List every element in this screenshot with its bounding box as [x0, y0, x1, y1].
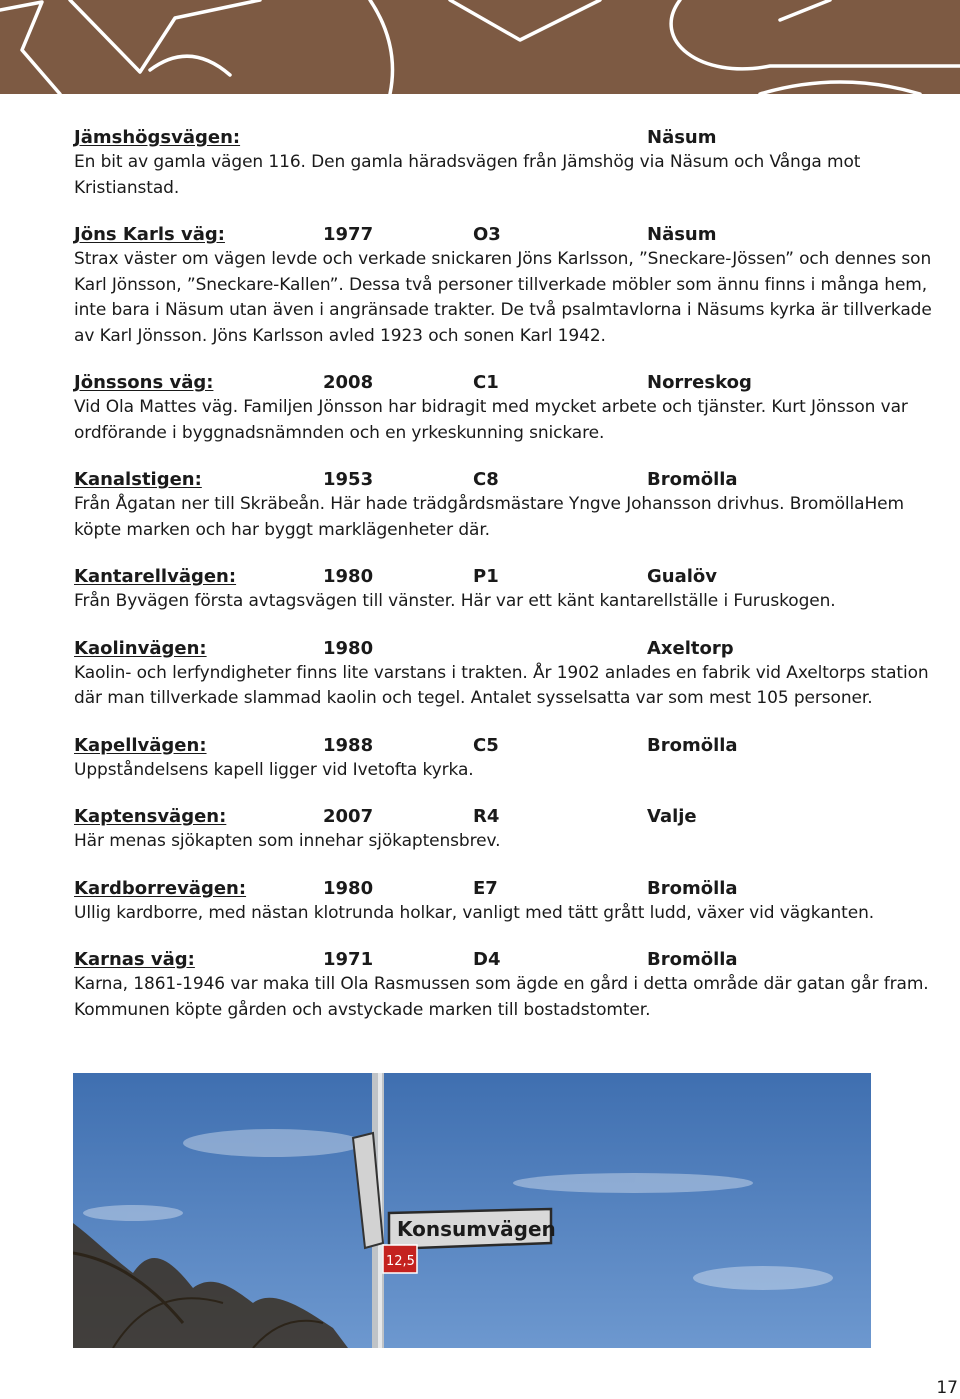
street-entry	[74, 733, 934, 784]
street-description: Från Ågatan ner till Skräbeån. Här hade trädgårdsmästare Yngve Johansson drivhus. BromöllaHem köpte marken och har byggt marklägenheter där.	[74, 494, 904, 540]
locality: Norreskog	[647, 372, 752, 393]
street-year: 1980	[323, 877, 374, 899]
map-grid: O3	[473, 224, 501, 245]
street-year: 1980	[323, 566, 374, 587]
street-description: Ullig kardborre, med nästan klotrunda holkar, vanligt med tätt grått ludd, växer vid vägkanten.	[74, 902, 875, 923]
street-description: Strax väster om vägen levde och verkade snickaren Jöns Karlsson, ”Sneckare-Jössen” och dennes son Karl Jönsson, ”Sneckare-Kallen”. Dessa två personer tillverkade möbler som ännu finns i många hem, inte bara i Näsum utan även i angränsade trakter. De två psalmtavlorna i Näsums kyrka är tillverkade av Karl Jönsson. Jöns Karlsson avled 1923 och sonen Karl 1942.	[74, 249, 932, 346]
main-street-sign	[389, 1209, 556, 1249]
street-entry	[74, 467, 934, 543]
entry-header	[74, 467, 934, 492]
street-name: Kaolinvägen:	[74, 637, 207, 659]
street-year: 2007	[323, 806, 374, 827]
street-entries	[74, 125, 934, 1044]
house-number-plate	[383, 1245, 417, 1273]
street-name: Kaptensvägen:	[74, 806, 227, 827]
map-grid: R4	[473, 806, 500, 827]
street-entry	[74, 876, 934, 927]
locality: Bromölla	[647, 469, 738, 490]
locality: Axeltorp	[647, 637, 734, 659]
locality: Bromölla	[647, 734, 738, 756]
street-description: Från Byvägen första avtagsvägen till vänster. Här var ett känt kantarellställe i Furuskogen.	[74, 591, 836, 611]
locality: Valje	[647, 806, 697, 827]
locality: Gualöv	[647, 566, 718, 587]
entry-header	[74, 804, 934, 829]
map-grid: C8	[473, 469, 499, 490]
street-description: Vid Ola Mattes väg. Familjen Jönsson har bidragit med mycket arbete och tjänster. Kurt Jönsson var ordförande i byggnadsnämnden och en yrkeskunning snickare.	[74, 397, 908, 443]
map-grid: C1	[473, 372, 499, 393]
street-description: Kaolin- och lerfyndigheter finns lite varstans i trakten. År 1902 anlades en fabrik vid Axeltorps station där man tillverkade slammad kaolin och tegel. Antalet sysselsatta var som mest 105 personer.	[74, 662, 929, 708]
street-name: Kanalstigen:	[74, 469, 202, 490]
entry-header	[74, 564, 934, 589]
street-name: Jämshögsvägen:	[74, 127, 241, 148]
locality: Bromölla	[647, 877, 738, 899]
street-entry	[74, 564, 934, 615]
entry-header	[74, 222, 934, 247]
street-entry	[74, 222, 934, 349]
entry-header	[74, 636, 934, 661]
street-name: Jönssons väg:	[74, 372, 214, 393]
banner-decoration	[0, 0, 960, 94]
map-grid: E7	[473, 877, 498, 899]
street-name: Karnas väg:	[74, 949, 195, 970]
map-grid: C5	[473, 734, 499, 756]
locality: Näsum	[647, 224, 717, 245]
street-year: 1971	[323, 949, 374, 970]
entry-header	[74, 125, 934, 150]
locality: Näsum	[647, 127, 717, 148]
entry-header	[74, 876, 934, 901]
street-entry	[74, 370, 934, 446]
street-name: Kantarellvägen:	[74, 566, 237, 587]
street-year: 1980	[323, 637, 374, 659]
street-description: Karna, 1861-1946 var maka till Ola Rasmussen som ägde en gård i detta område där gatan går fram. Kommunen köpte gården och avstyckade marken till bostadstomter.	[74, 974, 929, 1020]
map-grid: D4	[473, 949, 501, 970]
entry-header	[74, 733, 934, 758]
street-sign-photo	[73, 1073, 871, 1348]
street-entry	[74, 125, 934, 201]
street-description: Uppståndelsens kapell ligger vid Ivetofta kyrka.	[74, 759, 474, 780]
page-number: 17	[936, 1378, 958, 1398]
street-name: Jöns Karls väg:	[74, 224, 225, 245]
street-entry	[74, 636, 934, 712]
street-name: Kardborrevägen:	[74, 877, 247, 899]
street-description: En bit av gamla vägen 116. Den gamla häradsvägen från Jämshög via Näsum och Vånga mot Kristianstad.	[74, 152, 861, 198]
photo-illustration	[73, 1073, 871, 1348]
header-banner	[0, 0, 960, 94]
street-year: 1977	[323, 224, 374, 245]
map-grid: P1	[473, 566, 499, 587]
street-description: Här menas sjökapten som innehar sjökaptensbrev.	[74, 831, 501, 851]
locality: Bromölla	[647, 949, 738, 970]
street-year: 2008	[323, 372, 374, 393]
street-name: Kapellvägen:	[74, 734, 207, 756]
sign-text: Konsumvägen	[397, 1217, 556, 1241]
street-year: 1953	[323, 469, 374, 490]
street-entry	[74, 947, 934, 1023]
entry-header	[74, 370, 934, 395]
sign-number: 12,5	[386, 1254, 415, 1269]
street-year: 1988	[323, 734, 374, 756]
entry-header	[74, 947, 934, 972]
street-entry	[74, 804, 934, 855]
